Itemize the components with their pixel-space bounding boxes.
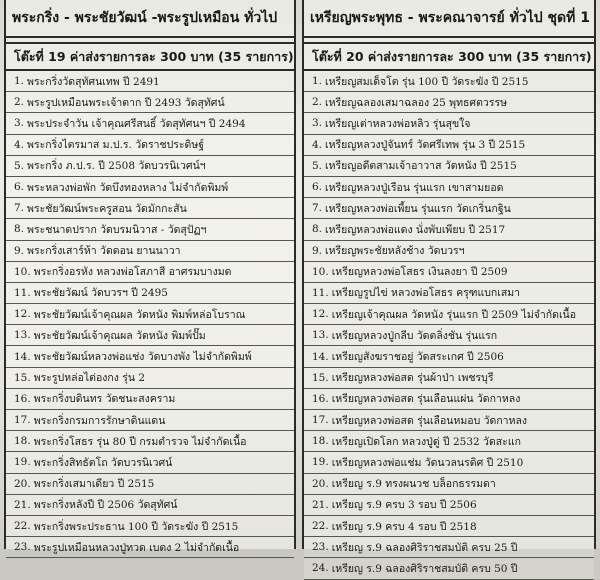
item-number: 4. <box>312 138 323 151</box>
list-item <box>304 558 594 579</box>
list-item <box>6 389 294 410</box>
item-number: 11. <box>312 286 329 299</box>
item-number: 22. <box>312 520 329 533</box>
item-text: พระชัยวัฒน์ วัดบวรฯ ปี 2495 <box>33 287 168 300</box>
item-number: 3. <box>312 117 323 130</box>
list-item <box>304 283 594 304</box>
list-item <box>304 71 594 92</box>
list-item <box>6 156 294 177</box>
item-number: 18. <box>312 435 329 448</box>
item-number: 6. <box>14 181 25 194</box>
list-item <box>304 92 594 113</box>
list-item <box>6 346 294 367</box>
item-text: พระชนาดปราก วัดบรมนิวาส - วัดสุปัฏฯ <box>27 223 207 236</box>
item-text: พระกริ่งเสมาเดียว ปี 2515 <box>33 478 155 491</box>
item-text: พระชัยวัฒน์พระครูสอน วัดมักกะสัน <box>27 202 187 215</box>
item-number: 17. <box>312 414 329 427</box>
item-number: 14. <box>312 350 329 363</box>
item-text: พระกริ่งอรหัง หลวงพ่อโสภาสี อาศรมบางมด <box>33 266 232 279</box>
list-item <box>6 452 294 473</box>
list-item <box>304 304 594 325</box>
item-text: พระกริ่งวัดสุทัศนเทพ ปี 2491 <box>27 75 160 88</box>
item-text: เหรียญหลวงพ่อสด รุ่นเลือนหมอบ วัดกาหลง <box>331 414 528 427</box>
item-number: 16. <box>14 392 31 405</box>
list-item <box>304 537 594 558</box>
item-number: 15. <box>312 371 329 384</box>
item-number: 12. <box>14 308 31 321</box>
item-text: เหรียญหลวงปู่จันทร์ วัดศรีเทพ รุ่น 3 ปี 2515 <box>325 139 526 152</box>
item-text: พระชัยวัฒน์หลวงพ่อแช่ง วัดบางพัง ไม่จำกัดพิมพ์ <box>33 351 252 364</box>
item-number: 22. <box>14 520 31 533</box>
item-text: พระกริ่ง ภ.ป.ร. ปี 2508 วัดบวรนิเวศน์ฯ <box>27 160 206 173</box>
list-item <box>6 241 294 262</box>
list-item <box>304 219 594 240</box>
left-item-list <box>6 71 294 558</box>
item-text: เหรียญหลวงปู่เรือน รุ่นแรก เขาสามยอด <box>325 181 504 194</box>
list-item <box>6 71 294 92</box>
list-item <box>304 389 594 410</box>
item-text: พระชัยวัฒน์เจ้าคุณผล วัดหนัง พิมพ์ปั๊ม <box>33 329 206 342</box>
item-text: เหรียญ ร.9 ครบ 3 รอบ ปี 2506 <box>331 499 477 512</box>
item-text: เหรียญเจ้าคุณผล วัดหนัง รุ่นแรก ปี 2509 ไม่จำกัดเนื้อ <box>331 308 577 321</box>
item-text: เหรียญหลวงปู่กลีบ วัดตลิ่งชัน รุ่นแรก <box>331 329 498 342</box>
item-number: 23. <box>14 541 31 554</box>
item-text: พระประจำวัน เจ้าคุณศรีสนธิ์ วัดสุทัศนฯ ปี 2494 <box>27 117 246 130</box>
item-number: 4. <box>14 138 25 151</box>
list-item <box>6 537 294 558</box>
item-number: 6. <box>312 181 323 194</box>
item-text: พระกริ่งโสธร รุ่น 80 ปี กรมตำรวจ ไม่จำกัดเนื้อ <box>33 435 247 448</box>
list-item <box>6 495 294 516</box>
item-number: 23. <box>312 541 329 554</box>
item-text: เหรียญสมเด็จโต รุ่น 100 ปี วัดระฆัง ปี 2515 <box>325 75 529 88</box>
list-item <box>304 325 594 346</box>
item-text: พระหลวงพ่อพัก วัดบึงทองหลาง ไม่จำกัดพิมพ์ <box>27 181 229 194</box>
right-column <box>302 0 596 575</box>
list-item <box>6 516 294 537</box>
item-number: 14. <box>14 350 31 363</box>
list-item <box>6 198 294 219</box>
list-item <box>304 198 594 219</box>
list-item <box>6 177 294 198</box>
list-item <box>6 113 294 134</box>
item-number: 7. <box>312 202 323 215</box>
list-item <box>6 92 294 113</box>
item-text: เหรียญหลวงพ่อแดง นั่งพับเพียบ ปี 2517 <box>325 223 506 236</box>
right-table-title: โต๊ะที่ 20 ค่าส่งรายการละ 300 บาท (35 รายการ) <box>304 42 594 71</box>
item-text: เหรียญสังฆราชอยู่ วัดสระเกศ ปี 2506 <box>331 351 504 364</box>
left-table-title: โต๊ะที่ 19 ค่าส่งรายการละ 300 บาท (35 รายการ) <box>6 42 294 71</box>
item-text: พระรูปเหมือนหลวงปู่ทวด เบตง 2 ไม่จำกัดเนื้อ <box>33 541 240 554</box>
list-item <box>6 325 294 346</box>
item-text: เหรียญ ร.9 ฉลองศิริราชสมบัติ ครบ 25 ปี <box>331 541 518 554</box>
item-text: เหรียญฉลองเสมาฉลอง 25 พุทธศตวรรษ <box>325 96 508 109</box>
list-item <box>6 410 294 431</box>
list-item <box>304 346 594 367</box>
list-item <box>6 135 294 156</box>
item-number: 19. <box>14 456 31 469</box>
item-text: เหรียญหลวงพ่อสด รุ่นเลือนแผ่น วัดกาหลง <box>331 393 521 406</box>
item-text: เหรียญหลวงพ่อแช่ม วัดนวลนรดิศ ปี 2510 <box>331 456 524 469</box>
item-text: เหรียญเต่าหลวงพ่อหลิว รุ่นสุขใจ <box>325 117 471 130</box>
list-item <box>304 368 594 389</box>
item-number: 24. <box>312 562 329 575</box>
list-item <box>304 177 594 198</box>
item-number: 12. <box>312 308 329 321</box>
item-number: 21. <box>14 498 31 511</box>
list-item <box>304 452 594 473</box>
item-number: 13. <box>14 329 31 342</box>
item-text: เหรียญพระชัยหลังช้าง วัดบวรฯ <box>325 245 465 258</box>
item-text: พระรูปเหมือนพระเจ้าตาก ปี 2493 วัดสุทัศน์ <box>27 96 225 109</box>
item-number: 10. <box>14 265 31 278</box>
item-number: 16. <box>312 392 329 405</box>
list-item <box>304 516 594 537</box>
list-item <box>304 262 594 283</box>
item-number: 5. <box>14 159 25 172</box>
list-item <box>6 219 294 240</box>
item-number: 20. <box>14 477 31 490</box>
item-text: พระกริ่งพระประธาน 100 ปี วัดระฆัง ปี 2515 <box>33 520 239 533</box>
list-item <box>6 474 294 495</box>
item-number: 9. <box>14 244 25 257</box>
item-number: 1. <box>14 75 25 88</box>
item-text: พระกริ่งไตรมาส ม.ป.ร. วัดราชประดิษฐ์ <box>27 139 205 152</box>
item-text: เหรียญ ร.9 ครบ 4 รอบ ปี 2518 <box>331 520 477 533</box>
right-item-list <box>304 71 594 580</box>
left-column-header: พระกริ่ง - พระชัยวัฒน์ -พระรูปเหมือน ทั่วไป <box>6 0 294 38</box>
item-text: พระกริ่งกรมการรักษาดินแดน <box>33 414 166 427</box>
item-text: เหรียญหลวงพ่อสด รุ่นผ้าป่า เพชรบุรี <box>331 372 494 385</box>
list-item <box>6 431 294 452</box>
list-item <box>6 262 294 283</box>
item-number: 21. <box>312 498 329 511</box>
item-number: 8. <box>312 223 323 236</box>
item-text: พระกริ่งบดินทร วัดชนะสงคราม <box>33 393 176 406</box>
left-column <box>4 0 296 554</box>
item-number: 2. <box>14 96 25 109</box>
item-number: 13. <box>312 329 329 342</box>
item-text: เหรียญเปิดโลก หลวงปู่ดู่ ปี 2532 วัดสะแก <box>331 435 521 448</box>
list-item <box>304 410 594 431</box>
item-number: 18. <box>14 435 31 448</box>
item-text: เหรียญอดีตสามเจ้าอาวาส วัดหนัง ปี 2515 <box>325 160 517 173</box>
item-text: เหรียญ ร.9 ฉลองศิริราชสมบัติ ครบ 50 ปี <box>331 562 518 575</box>
list-item <box>304 474 594 495</box>
item-number: 1. <box>312 75 323 88</box>
item-text: พระกริ่งเสาร์ห้า วัดดอน ยานนาวา <box>27 245 181 258</box>
item-number: 15. <box>14 371 31 384</box>
item-number: 20. <box>312 477 329 490</box>
item-text: เหรียญรูปไข่ หลวงพ่อโสธร ครุฑแบกเสมา <box>331 287 521 300</box>
list-item <box>304 495 594 516</box>
list-item <box>304 156 594 177</box>
list-item <box>304 135 594 156</box>
item-text: พระกริ่งสิทธัตโถ วัดบวรนิเวศน์ <box>33 456 173 469</box>
item-number: 3. <box>14 117 25 130</box>
item-text: พระกริ่งหลังปี ปี 2506 วัดสุทัศน์ <box>33 499 178 512</box>
list-item <box>304 431 594 452</box>
item-text: พระรูปหล่อไต่องกง รุ่น 2 <box>33 372 146 385</box>
item-text: เหรียญหลวงพ่อเพี้ยน รุ่นแรก วัดเกริ่นกฐิน <box>325 202 511 215</box>
item-number: 19. <box>312 456 329 469</box>
right-column-header: เหรียญพระพุทธ - พระคณาจารย์ ทั่วไป ชุดที่ 1 <box>304 0 594 38</box>
item-number: 5. <box>312 159 323 172</box>
item-number: 7. <box>14 202 25 215</box>
list-item <box>6 304 294 325</box>
item-text: เหรียญ ร.9 ทรงผนวช บล็อกธรรมดา <box>331 478 496 491</box>
item-number: 17. <box>14 414 31 427</box>
item-number: 8. <box>14 223 25 236</box>
item-text: เหรียญหลวงพ่อโสธร เงินลงยา ปี 2509 <box>331 266 508 279</box>
item-number: 2. <box>312 96 323 109</box>
item-number: 9. <box>312 244 323 257</box>
list-item <box>6 283 294 304</box>
list-item <box>304 241 594 262</box>
list-item <box>6 368 294 389</box>
item-text: พระชัยวัฒน์เจ้าคุณผล วัดหนัง พิมพ์หล่อโบราณ <box>33 308 246 321</box>
item-number: 10. <box>312 265 329 278</box>
list-item <box>304 113 594 134</box>
item-number: 11. <box>14 286 31 299</box>
